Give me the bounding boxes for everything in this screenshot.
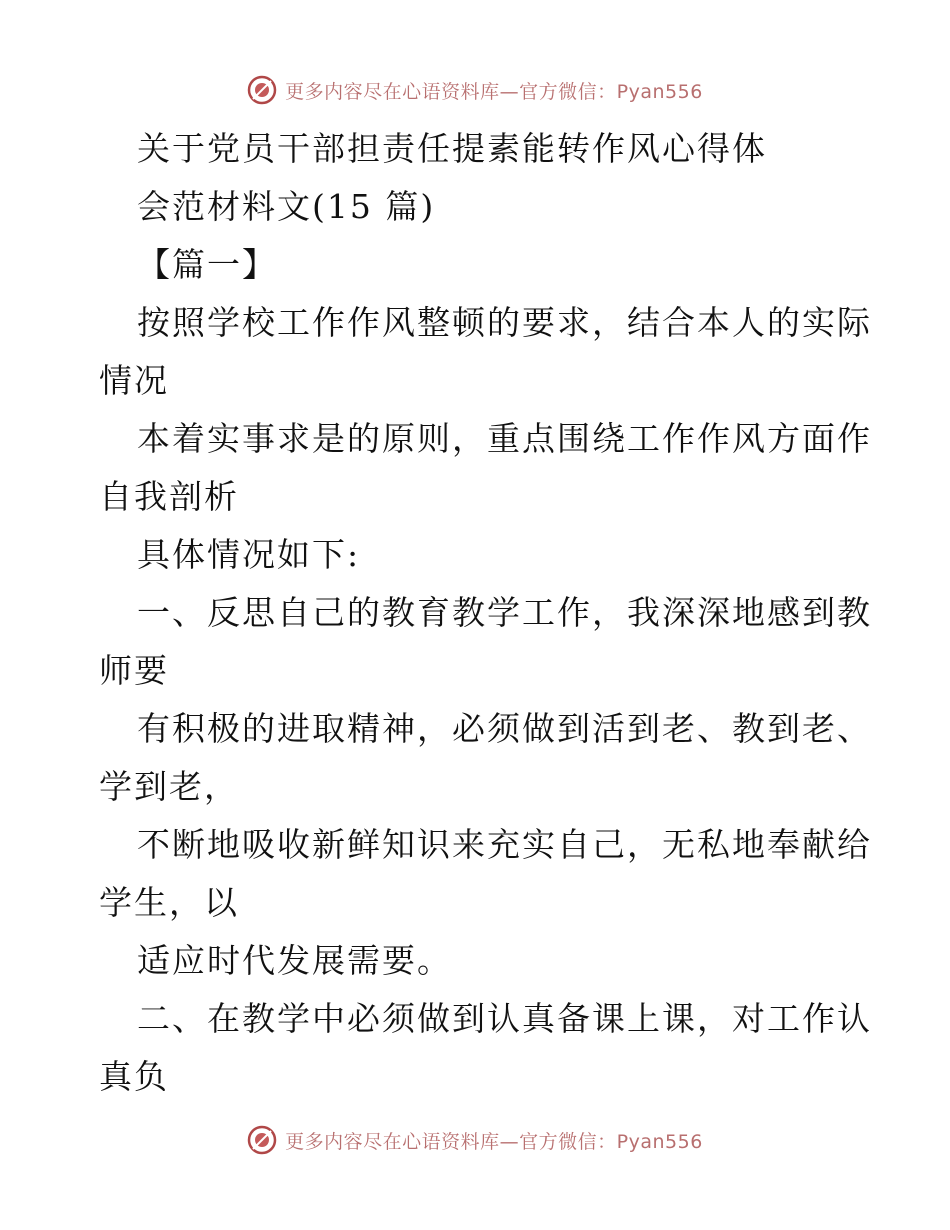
paragraph-line: 师要 [99,651,169,690]
paragraph-line: 真负 [99,1057,169,1096]
watermark-footer [0,1120,950,1160]
watermark-text: 更多内容尽在心语资料库—官方微信：Pyan556 [285,1130,703,1153]
document-title-line-1: 关于党员干部担责任提素能转作风心得体 [137,129,767,168]
watermark-header [0,70,950,110]
paragraph-line: 学生，以 [99,883,239,922]
paragraph-line: 二、在教学中必须做到认真备课上课，对工作认 [137,999,872,1038]
paragraph-line: 按照学校工作作风整顿的要求，结合本人的实际 [137,303,872,342]
paragraph-line: 不断地吸收新鲜知识来充实自己，无私地奉献给 [137,825,872,864]
seal-logo-icon [247,1125,277,1155]
paragraph-line: 本着实事求是的原则，重点围绕工作作风方面作 [137,419,872,458]
section-heading: 【篇一】 [137,245,277,284]
watermark-text: 更多内容尽在心语资料库—官方微信：Pyan556 [285,80,703,103]
paragraph-line: 自我剖析 [99,477,239,516]
paragraph-line: 具体情况如下: [137,535,361,574]
paragraph-line: 情况 [99,361,169,400]
paragraph-line: 学到老， [99,767,239,806]
paragraph-line: 有积极的进取精神，必须做到活到老、教到老、 [137,709,872,748]
paragraph-line: 一、反思自己的教育教学工作，我深深地感到教 [137,593,872,632]
seal-logo-icon [247,75,277,105]
paragraph-line: 适应时代发展需要。 [137,941,452,980]
document-title-line-2: 会范材料文(15 篇) [137,187,436,226]
